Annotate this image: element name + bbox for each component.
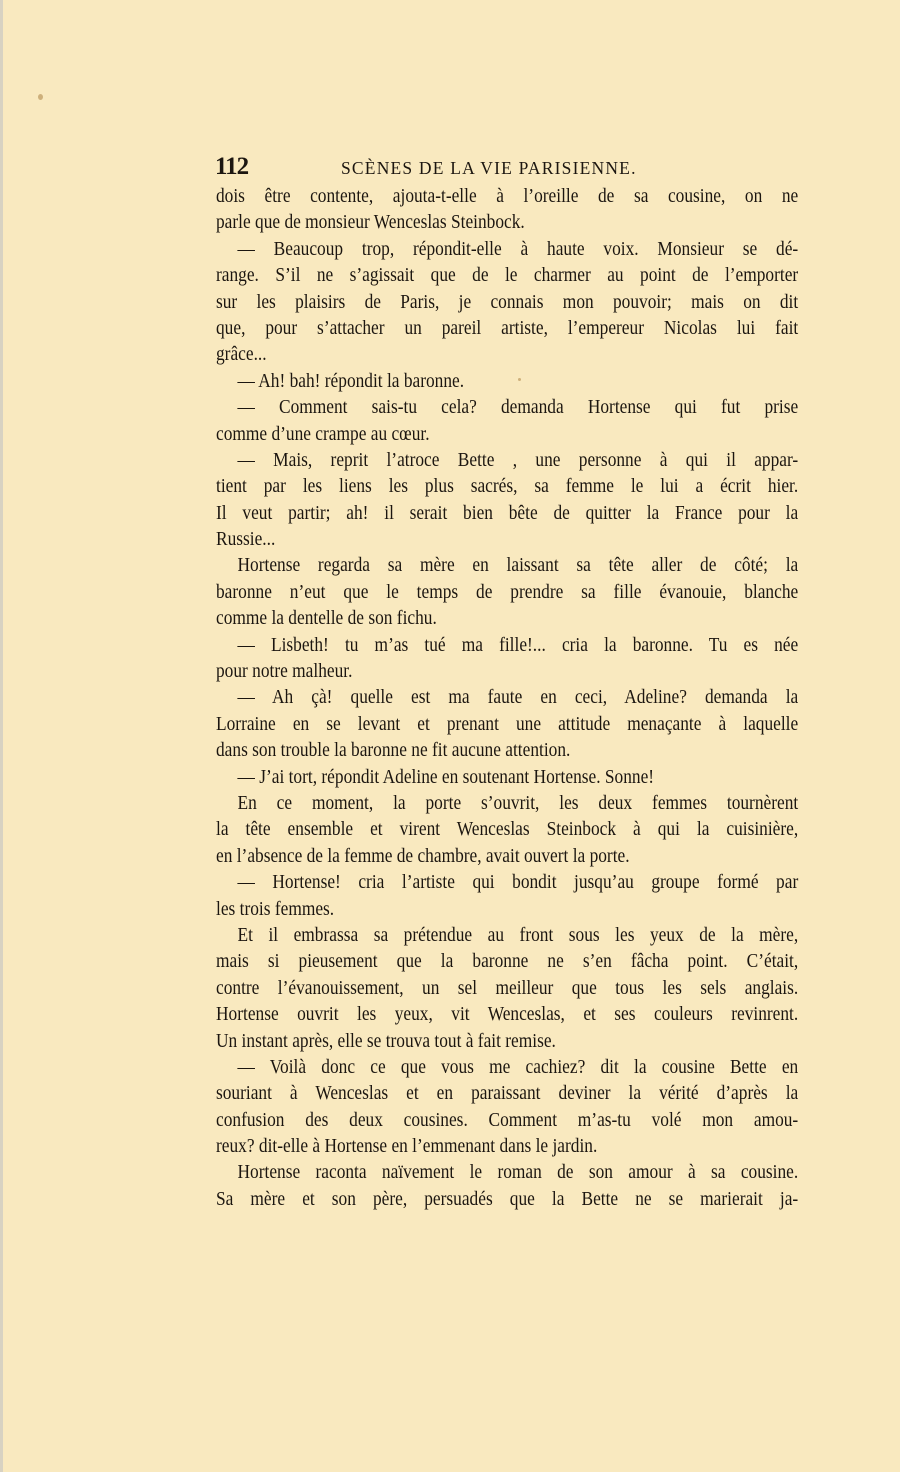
text-line: souriant à Wenceslas et en paraissant deviner la vérité d’après la: [216, 1082, 799, 1105]
text-line: Lorraine en se levant et prenant une attitude menaçante à laquelle: [216, 712, 799, 735]
text-line: comme d’une crampe au cœur.: [216, 422, 430, 445]
text-line: En ce moment, la porte s’ouvrit, les deux femmes tournèrent: [237, 791, 799, 814]
text-line: — Beaucoup trop, répondit-elle à haute voix. Monsieur se dé-: [237, 237, 799, 260]
text-line: Sa mère et son père, persuadés que la Bette ne se marierait ja-: [216, 1187, 799, 1210]
text-line: que, pour s’attacher un pareil artiste, l’empereur Nicolas lui fait: [216, 316, 799, 339]
text-line: reux? dit-elle à Hortense en l’emmenant dans le jardin.: [216, 1135, 598, 1158]
text-line: confusion des deux cousines. Comment m’as-tu volé mon amou-: [216, 1108, 799, 1131]
text-line: Hortense ouvrit les yeux, vit Wenceslas, et ses couleurs revinrent.: [216, 1003, 799, 1026]
text-line: — Voilà donc ce que vous me cachiez? dit la cousine Bette en: [237, 1055, 799, 1078]
text-line: Russie...: [216, 528, 276, 551]
text-line: parle que de monsieur Wenceslas Steinbock.: [216, 211, 525, 234]
paper-speck: [38, 94, 43, 100]
text-line: en l’absence de la femme de chambre, avait ouvert la porte.: [216, 844, 630, 867]
text-line: sur les plaisirs de Paris, je connais mon pouvoir; mais on dit: [216, 290, 799, 313]
text-line: baronne n’eut que le temps de prendre sa fille évanouie, blanche: [216, 580, 799, 603]
text-line: — Mais, reprit l’atroce Bette , une personne à qui il appar-: [237, 448, 799, 471]
text-line: Un instant après, elle se trouva tout à fait remise.: [216, 1029, 556, 1052]
text-line: — Hortense! cria l’artiste qui bondit jusqu’au groupe formé par: [237, 871, 799, 894]
text-line: range. S’il ne s’agissait que de le charmer au point de l’emporter: [216, 264, 799, 287]
text-line: les trois femmes.: [216, 897, 335, 920]
page-header: [215, 153, 797, 183]
text-line: comme la dentelle de son fichu.: [216, 607, 437, 630]
text-line: la tête ensemble et virent Wenceslas Steinbock à qui la cuisinière,: [216, 818, 799, 841]
page-edge: [0, 0, 3, 1472]
text-line: — Ah çà! quelle est ma faute en ceci, Adeline? demanda la: [237, 686, 799, 709]
text-line: dois être contente, ajouta-t-elle à l’oreille de sa cousine, on ne: [216, 185, 799, 207]
text-line: grâce...: [216, 343, 267, 366]
running-head: SCÈNES DE LA VIE PARISIENNE.: [341, 158, 637, 178]
text-line: contre l’évanouissement, un sel meilleur que tous les sels anglais.: [216, 976, 799, 999]
text-line: — Lisbeth! tu m’as tué ma fille!... cria la baronne. Tu es née: [237, 633, 799, 656]
body-text: [216, 183, 798, 1212]
text-line: tient par les liens les plus sacrés, sa femme le lui a écrit hier.: [216, 475, 799, 498]
text-line: Et il embrassa sa prétendue au front sous les yeux de la mère,: [237, 923, 799, 946]
page-number: 112: [215, 153, 249, 180]
text-line: Hortense raconta naïvement le roman de son amour à sa cousine.: [237, 1161, 799, 1184]
text-line: mais si pieusement que la baronne ne s’en fâcha point. C’était,: [216, 950, 799, 973]
text-line: pour notre malheur.: [216, 660, 353, 683]
text-line: — Ah! bah! répondit la baronne.: [237, 369, 465, 392]
text-line: Hortense regarda sa mère en laissant sa tête aller de côté; la: [237, 554, 799, 577]
text-line: Il veut partir; ah! il serait bien bête de quitter la France pour la: [216, 501, 799, 524]
text-line: — J’ai tort, répondit Adeline en soutenant Hortense. Sonne!: [237, 765, 655, 788]
text-line: — Comment sais-tu cela? demanda Hortense qui fut prise: [237, 396, 799, 419]
text-line: dans son trouble la baronne ne fit aucune attention.: [216, 739, 571, 762]
